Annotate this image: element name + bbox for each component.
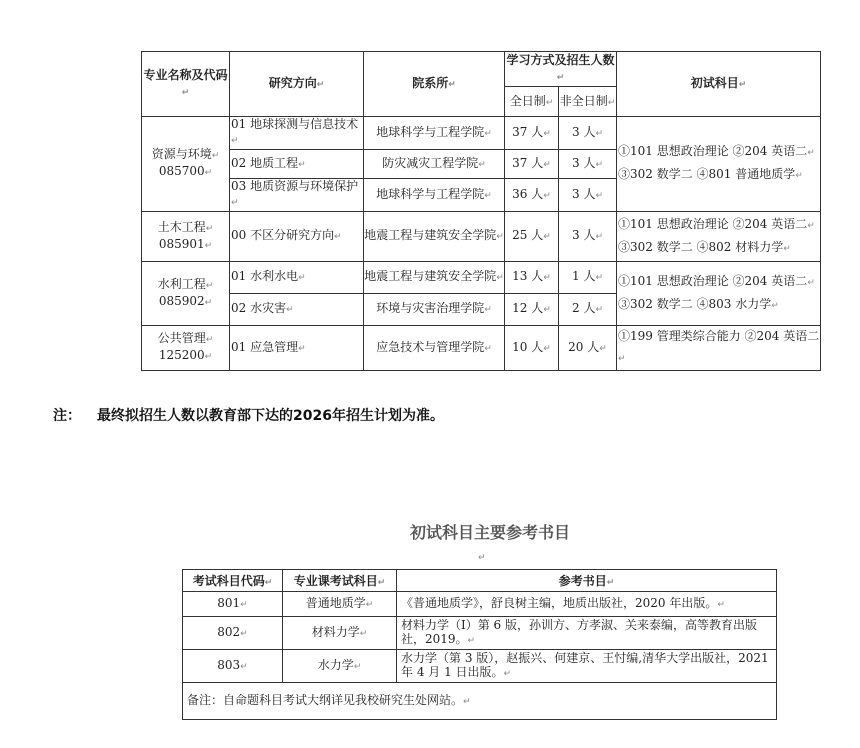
- part-time-count: 3 人↵: [559, 117, 617, 150]
- header-exam-subject: 专业课考试科目↵: [283, 570, 397, 592]
- full-time-count: 10 人↵: [505, 326, 559, 371]
- part-time-count: 2 人↵: [559, 294, 617, 326]
- full-time-count: 37 人↵: [505, 150, 559, 179]
- major-cell: 公共管理↵ 125200↵: [142, 326, 230, 371]
- exam-code-cell: 803↵: [183, 650, 283, 683]
- header-school: 院系所↵: [364, 52, 505, 117]
- major-cell: 资源与环境↵ 085700↵: [142, 117, 230, 212]
- enrollment-note: [53, 405, 444, 425]
- direction-cell: 02 地质工程↵: [230, 150, 364, 179]
- direction-cell: 01 应急管理↵: [230, 326, 364, 371]
- table-row: [183, 650, 777, 683]
- header-exam-code: 考试科目代码↵: [183, 570, 283, 592]
- paragraph-mark-icon: ↵: [478, 553, 486, 563]
- table-row: [142, 212, 821, 262]
- reference-books-table: [182, 569, 777, 720]
- subjects-cell: ①101 思想政治理论 ②204 英语二↵ ③302 数学二 ④802 材料力学↵: [617, 212, 821, 262]
- reference-book-cell: 材料力学（I）第 6 版，孙训方、方孝淑、关来泰编，高等教育出版社，2019。↵: [397, 617, 777, 650]
- exam-subject-cell: 水力学↵: [283, 650, 397, 683]
- school-cell: 地震工程与建筑安全学院↵: [364, 212, 505, 262]
- header-reference-books: 参考书目↵: [397, 570, 777, 592]
- header-major: 专业名称及代码↵: [142, 52, 230, 117]
- full-time-count: 25 人↵: [505, 212, 559, 262]
- enrollment-table: [141, 51, 821, 371]
- reference-book-cell: 水力学（第 3 版），赵振兴、何建京、王忖编,清华大学出版社，2021 年 4 月 1 日出版。↵: [397, 650, 777, 683]
- subjects-cell: ①199 管理类综合能力 ②204 英语二↵: [617, 326, 821, 371]
- direction-cell: 02 水灾害↵: [230, 294, 364, 326]
- table-row: [142, 262, 821, 294]
- exam-subject-cell: 普通地质学↵: [283, 592, 397, 617]
- part-time-count: 3 人↵: [559, 212, 617, 262]
- subjects-cell: ①101 思想政治理论 ②204 英语二↵ ③302 数学二 ④801 普通地质学↵: [617, 117, 821, 212]
- part-time-count: 3 人↵: [559, 150, 617, 179]
- exam-subject-cell: 材料力学↵: [283, 617, 397, 650]
- header-direction: 研究方向↵: [230, 52, 364, 117]
- full-time-count: 36 人↵: [505, 179, 559, 212]
- school-cell: 防灾减灾工程学院↵: [364, 150, 505, 179]
- school-cell: 地震工程与建筑安全学院↵: [364, 262, 505, 294]
- header-mode: 学习方式及招生人数↵: [505, 52, 617, 87]
- major-cell: 土木工程↵ 085901↵: [142, 212, 230, 262]
- direction-cell: 00 不区分研究方向↵: [230, 212, 364, 262]
- exam-code-cell: 802↵: [183, 617, 283, 650]
- table-row: [183, 683, 777, 720]
- school-cell: 地球科学与工程学院↵: [364, 117, 505, 150]
- part-time-count: 3 人↵: [559, 179, 617, 212]
- header-part-time: 非全日制↵: [559, 87, 617, 117]
- school-cell: 应急技术与管理学院↵: [364, 326, 505, 371]
- full-time-count: 37 人↵: [505, 117, 559, 150]
- major-cell: 水利工程↵ 085902↵: [142, 262, 230, 326]
- table-row: [183, 617, 777, 650]
- direction-cell: 03 地质资源与环境保护↵: [230, 179, 364, 212]
- direction-cell: 01 地球探测与信息技术↵: [230, 117, 364, 150]
- exam-code-cell: 801↵: [183, 592, 283, 617]
- note-label: 注：: [53, 408, 81, 424]
- school-cell: 地球科学与工程学院↵: [364, 179, 505, 212]
- full-time-count: 13 人↵: [505, 262, 559, 294]
- full-time-count: 12 人↵: [505, 294, 559, 326]
- note-text: 最终拟招生人数以教育部下达的2026年招生计划为准。: [97, 408, 444, 424]
- table-row: [183, 592, 777, 617]
- remark-cell: 备注：自命题科目考试大纲详见我校研究生处网站。↵: [183, 683, 777, 720]
- table-header-row: [183, 570, 777, 592]
- header-subjects: 初试科目↵: [617, 52, 821, 117]
- reference-book-cell: 《普通地质学》，舒良树主编，地质出版社，2020 年出版。↵: [397, 592, 777, 617]
- header-full-time: 全日制↵: [505, 87, 559, 117]
- school-cell: 环境与灾害治理学院↵: [364, 294, 505, 326]
- part-time-count: 1 人↵: [559, 262, 617, 294]
- table-row: [142, 117, 821, 150]
- table-row: [142, 326, 821, 371]
- direction-cell: 01 水利水电↵: [230, 262, 364, 294]
- subjects-cell: ①101 思想政治理论 ②204 英语二↵ ③302 数学二 ④803 水力学↵: [617, 262, 821, 326]
- part-time-count: 20 人↵: [559, 326, 617, 371]
- reference-books-title: 初试科目主要参考书目: [409, 523, 570, 542]
